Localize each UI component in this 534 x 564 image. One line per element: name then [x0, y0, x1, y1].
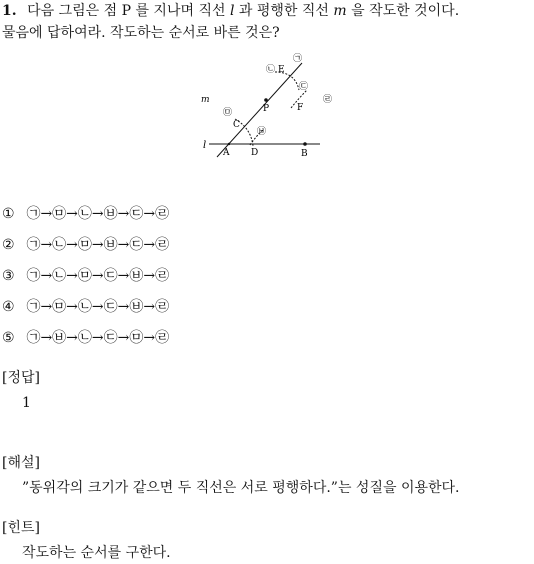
label-m: m: [201, 95, 210, 105]
label-P: P: [263, 104, 270, 114]
question-text-part-1: 다음 그림은 점 P 를 지나며 직선: [27, 3, 226, 19]
choice-number: ②: [2, 237, 15, 253]
label-step-3: ㉢: [299, 82, 309, 92]
choice-number: ①: [2, 206, 15, 222]
choice-text: ㉠→㉡→㉤→㉥→㉢→㉣: [26, 237, 170, 253]
question-line-2: 물음에 답하여라. 작도하는 순서로 바른 것은?: [2, 25, 280, 41]
hint-text: 작도하는 순서를 구한다.: [22, 545, 171, 561]
point-B: [303, 142, 307, 146]
answer-section: [2, 367, 40, 414]
label-E: E: [278, 65, 285, 75]
point-P: [264, 98, 268, 102]
var-m: m: [333, 3, 347, 19]
choice-3[interactable]: [2, 264, 169, 295]
label-step-1: ㉠: [293, 54, 303, 64]
label-step-2: ㉡: [266, 65, 276, 75]
hint-label: [힌트]: [2, 520, 40, 536]
explanation-section: [2, 452, 460, 499]
choice-5[interactable]: [2, 326, 169, 357]
question-text-part-3: 을 작도한 것이다.: [351, 3, 460, 19]
label-step-6: ㉥: [257, 127, 267, 137]
choice-text: ㉠→㉤→㉡→㉢→㉥→㉣: [26, 299, 170, 315]
label-A: A: [223, 148, 230, 158]
choice-text: ㉠→㉥→㉡→㉢→㉤→㉣: [26, 330, 170, 346]
answer-label: [정답]: [2, 370, 40, 386]
choice-2[interactable]: [2, 233, 169, 264]
construction-figure: [195, 50, 340, 160]
label-step-4: ㉣: [323, 95, 333, 105]
question-text-part-2: 과 평행한 직선: [238, 3, 329, 19]
point-A: [228, 143, 230, 145]
var-l: l: [229, 3, 235, 19]
question-text: [2, 0, 532, 44]
explanation-text: ”동위각의 크기가 같으면 두 직선은 서로 평행하다.”는 성질을 이용한다.: [22, 480, 460, 496]
hint-section: [2, 517, 171, 564]
answer-value: 1: [22, 395, 31, 411]
choice-number: ⑤: [2, 330, 15, 346]
label-C: C: [233, 120, 240, 130]
choice-text: ㉠→㉤→㉡→㉥→㉢→㉣: [26, 206, 170, 222]
choices-list: [2, 202, 169, 357]
question-number: 1.: [2, 3, 17, 19]
choice-number: ④: [2, 299, 15, 315]
choice-1[interactable]: [2, 202, 169, 233]
label-B: B: [301, 149, 308, 159]
choice-number: ③: [2, 268, 15, 284]
choice-4[interactable]: [2, 295, 169, 326]
question-line-1: [2, 0, 532, 22]
label-F: F: [297, 103, 304, 113]
label-step-5: ㉤: [223, 108, 233, 118]
choice-text: ㉠→㉡→㉤→㉢→㉥→㉣: [26, 268, 170, 284]
label-l: l: [203, 140, 207, 151]
label-D: D: [251, 148, 259, 158]
explanation-label: [해설]: [2, 455, 40, 471]
